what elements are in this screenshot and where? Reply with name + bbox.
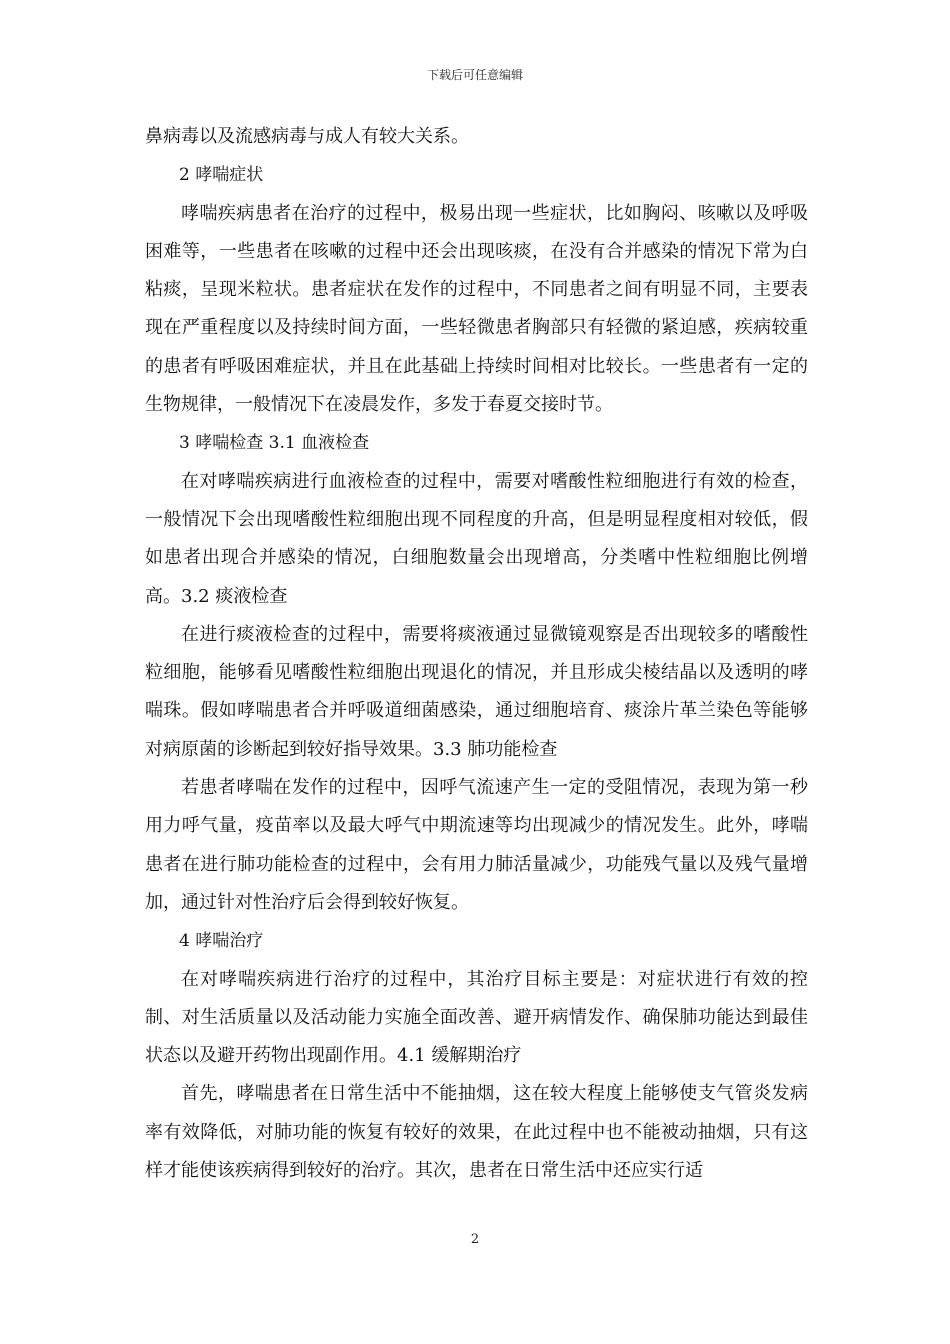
page-number: 2 (470, 1232, 480, 1247)
section-heading-treatment: 4 哮喘治疗 (179, 931, 264, 952)
paragraph-sputum-test: 在进行痰液检查的过程中，需要将痰液通过显微镜观察是否出现较多的嗜酸性粒细胞，能够看见嗜酸性粒细胞出现退化的情况，并且形成尖棱结晶以及透明的哮喘珠。假如哮喘患者合并呼吸道细菌感染，通过细胞培育、痰涂片革兰染色等能够对病原菌的诊断起到较好指导效果。3.3 肺功能检查 (145, 623, 808, 760)
paragraph-treatment-goals: 在对哮喘疾病进行治疗的过程中，其治疗目标主要是：对症状进行有效的控制、对生活质量以及活动能力实施全面改善、避开病情发作、确保肺功能达到最佳状态以及避开药物出现副作用。4.1 缓解期治疗 (145, 968, 808, 1067)
page-header: 下载后可任意编辑 (426, 68, 523, 82)
paragraph-remission-treatment: 首先，哮喘患者在日常生活中不能抽烟，这在较大程度上能够使支气管炎发病率有效降低，对肺功能的恢复有较好的效果，在此过程中也不能被动抽烟，只有这样才能使该疾病得到较好的治疗。其次，患者在日常生活中还应实行适 (145, 1083, 808, 1182)
paragraph-lung-function: 若患者哮喘在发作的过程中，因呼气流速产生一定的受阻情况，表现为第一秒用力呼气量，疫苗率以及最大呼气中期流速等均出现减少的情况发生。此外，哮喘患者在进行肺功能检查的过程中，会有用力肺活量减少，功能残气量以及残气量增加，通过针对性治疗后会得到较好恢复。 (145, 777, 808, 913)
paragraph-blood-test: 在对哮喘疾病进行血液检查的过程中，需要对嗜酸性粒细胞进行有效的检查，一般情况下会出现嗜酸性粒细胞出现不同程度的升高，但是明显程度相对较低，假如患者出现合并感染的情况，白细胞数量会出现增高，分类嗜中性粒细胞比例增高。3.2 痰液检查 (145, 470, 808, 607)
section-heading-examination: 3 哮喘检查 3.1 血液检查 (179, 433, 370, 454)
paragraph-symptoms: 哮喘疾病患者在治疗的过程中，极易出现一些症状，比如胸闷、咳嗽以及呼吸困难等，一些患者在咳嗽的过程中还会出现咳痰，在没有合并感染的情况下常为白粘痰，呈现米粒状。患者症状在发作的过程中，不同患者之间有明显不同，主要表现在严重程度以及持续时间方面，一些轻微患者胸部只有轻微的紧迫感，疾病较重的患者有呼吸困难症状，并且在此基础上持续时间相对比较长。一些患者有一定的生物规律，一般情况下在凌晨发作，多发于春夏交接时节。 (145, 202, 808, 416)
section-heading-symptoms: 2 哮喘症状 (179, 165, 264, 186)
document-body (145, 118, 808, 1190)
paragraph-continuation: 鼻病毒以及流感病毒与成人有较大关系。 (145, 126, 469, 147)
